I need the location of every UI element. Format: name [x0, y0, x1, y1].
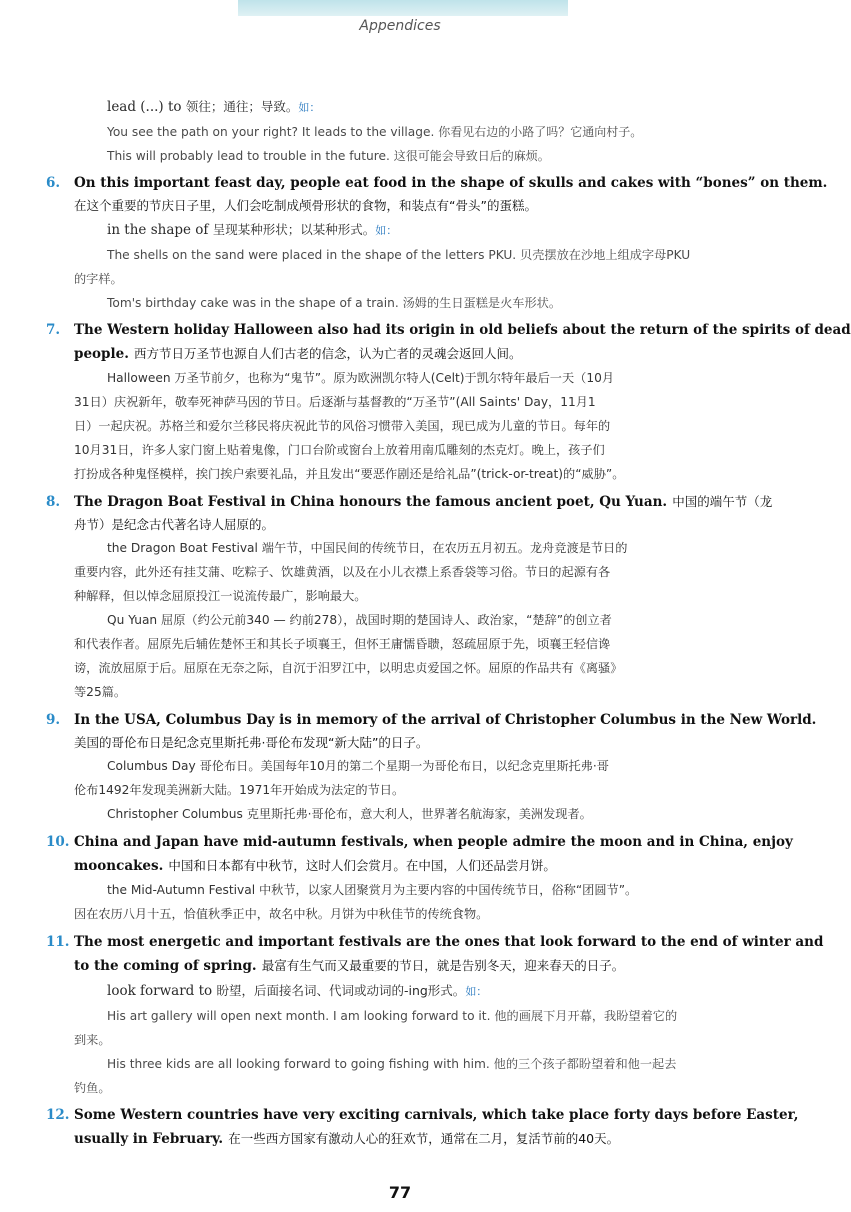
item-text-en: In the USA, Columbus Day is in memory of the arrival of Christopher Columbus in the New World. — [74, 712, 817, 728]
note-item-9 — [46, 708, 817, 826]
explanation-line: 10月31日，许多人家门窗上贴着鬼像，门口台阶或窗台上放着用南瓜雕刻的杰克灯。晚上，孩子们 — [74, 443, 605, 457]
item-number: 7. — [46, 322, 61, 338]
explanation-line: 日）一起庆祝。苏格兰和爱尔兰移民将庆祝此节的风俗习惯带入美国，现已成为儿童的节日。每年的 — [74, 419, 611, 433]
example-sentence-cont: 到来。 — [74, 1033, 111, 1047]
explanation-line: Christopher Columbus 克里斯托弗·哥伦布，意大利人，世界著名航海家，美洲发现者。 — [107, 807, 592, 821]
phrase-lead-to: lead (...) to 领往；通往；导致。如： — [107, 99, 321, 115]
explanation-line: the Dragon Boat Festival 端午节，中国民间的传统节日，在农历五月初五。龙舟竞渡是节日的 — [107, 541, 628, 555]
explanation-line: 和代表作者。屈原先后辅佐楚怀王和其长子顷襄王，但怀王庸懦昏聩，怒疏屈原于先，顷襄王轻信谗 — [74, 637, 611, 651]
note-item-8 — [46, 490, 773, 704]
note-item-7 — [46, 318, 851, 486]
item-text-en-zh: to the coming of spring. 最富有生气而又最重要的节日，就是告别冬天，迎来春天的日子。 — [74, 958, 625, 974]
example-sentence: His three kids are all looking forward to going fishing with him. 他的三个孩子都盼望着和他一起去 — [107, 1057, 677, 1071]
item-text-zh: 舟节）是纪念古代著名诗人屈原的。 — [74, 517, 275, 532]
example-sentence: His art gallery will open next month. I am looking forward to it. 他的画展下月开幕，我盼望着它的 — [107, 1009, 678, 1023]
phrase-look-forward-to: look forward to 盼望，后面接名词、代词或动词的-ing形式。如： — [107, 983, 488, 999]
explanation-line: 打扮成各种鬼怪模样，挨门挨户索要礼品，并且发出“要恶作剧还是给礼品”(trick-or-treat)的“威胁”。 — [74, 467, 625, 481]
item-text-en: Some Western countries have very exciting carnivals, which take place forty days before Easter, — [74, 1107, 799, 1123]
explanation-line: 种解释，但以悼念屈原投江一说流传最广，影响最大。 — [74, 589, 367, 603]
note-item-6 — [46, 171, 828, 314]
item-text-en: China and Japan have mid-autumn festivals, when people admire the moon and in China, enjoy — [74, 834, 793, 850]
page-number: 77 — [388, 1183, 412, 1202]
explanation-line: 因在农历八月十五，恰值秋季正中，故名中秋。月饼为中秋佳节的传统食物。 — [74, 907, 489, 921]
explanation-line: Qu Yuan 屈原（约公元前340 — 约前278），战国时期的楚国诗人、政治家，“楚辞”的创立者 — [107, 613, 612, 627]
explanation-line: 31日）庆祝新年，敬奉死神萨马因的节日。后逐渐与基督教的“万圣节”(All Saints' Day，11月1 — [74, 395, 596, 409]
item-number: 10. — [46, 834, 70, 850]
item-text-en-zh: mooncakes. 中国和日本都有中秋节，这时人们会赏月。在中国，人们还品尝月饼。 — [74, 858, 556, 874]
item-number: 12. — [46, 1107, 70, 1123]
explanation-line: the Mid-Autumn Festival 中秋节，以家人团聚赏月为主要内容的中国传统节日，俗称“团圆节”。 — [107, 883, 638, 897]
item-text-en: The Western holiday Halloween also had its origin in old beliefs about the return of the spirits of dead — [74, 322, 851, 338]
item-number: 11. — [46, 934, 70, 950]
explanation-line: Columbus Day 哥伦布日。美国每年10月的第二个星期一为哥伦布日，以纪念克里斯托弗·哥 — [107, 759, 609, 773]
item-text-en-zh: The Dragon Boat Festival in China honours the famous ancient poet, Qu Yuan. 中国的端午节（龙 — [74, 494, 773, 510]
note-item-11 — [46, 930, 824, 1099]
item-text-zh: 在这个重要的节庆日子里，人们会吃制成颅骨形状的食物，和装点有“骨头”的蛋糕。 — [74, 198, 537, 213]
item-text-en-zh: people. 西方节日万圣节也源自人们古老的信念，认为亡者的灵魂会返回人间。 — [74, 346, 522, 362]
example-sentence-cont: 的字样。 — [74, 272, 123, 286]
example-sentence: You see the path on your right? It leads to the village. 你看见右边的小路了吗？它通向村子。 — [107, 125, 643, 139]
note-item-12 — [46, 1103, 799, 1151]
explanation-line: 等25篇。 — [74, 685, 127, 699]
header-decoration — [238, 0, 568, 16]
item-text-zh: 美国的哥伦布日是纪念克里斯托弗·哥伦布发现“新大陆”的日子。 — [74, 735, 429, 750]
explanation-line: 重要内容，此外还有挂艾蒲、吃粽子、饮雄黄酒，以及在小儿衣襟上系香袋等习俗。节日的起源有各 — [74, 565, 611, 579]
explanation-line: Halloween 万圣节前夕，也称为“鬼节”。原为欧洲凯尔特人(Celt)于凯尔特年最后一天（10月 — [107, 371, 615, 385]
example-sentence-cont: 钓鱼。 — [74, 1081, 111, 1095]
example-sentence: The shells on the sand were placed in the shape of the letters PKU. 贝壳摆放在沙地上组成字母PKU — [107, 248, 691, 262]
running-header: Appendices — [359, 18, 441, 34]
item-text-en: On this important feast day, people eat food in the shape of skulls and cakes with “bones” on them. — [74, 175, 828, 191]
explanation-line: 谤，流放屈原于后。屈原在无奈之际，自沉于汨罗江中，以明忠贞爱国之怀。屈原的作品共有《离骚》 — [74, 661, 623, 675]
example-sentence: Tom's birthday cake was in the shape of a train. 汤姆的生日蛋糕是火车形状。 — [107, 296, 562, 310]
item-number: 9. — [46, 712, 61, 728]
item-number: 6. — [46, 175, 61, 191]
note-item-10 — [46, 830, 793, 926]
item-text-en: The most energetic and important festivals are the ones that look forward to the end of winter and — [74, 934, 824, 950]
phrase-in-the-shape-of: in the shape of 呈现某种形状；以某种形式。如： — [107, 222, 398, 238]
explanation-line: 伦布1492年发现美洲新大陆。1971年开始成为法定的节日。 — [74, 783, 405, 797]
example-sentence: This will probably lead to trouble in the future. 这很可能会导致日后的麻烦。 — [107, 149, 550, 163]
item-text-en-zh: usually in February. 在一些西方国家有激动人心的狂欢节，通常在二月，复活节前的40天。 — [74, 1131, 620, 1147]
item-number: 8. — [46, 494, 61, 510]
page-content — [46, 94, 851, 1151]
